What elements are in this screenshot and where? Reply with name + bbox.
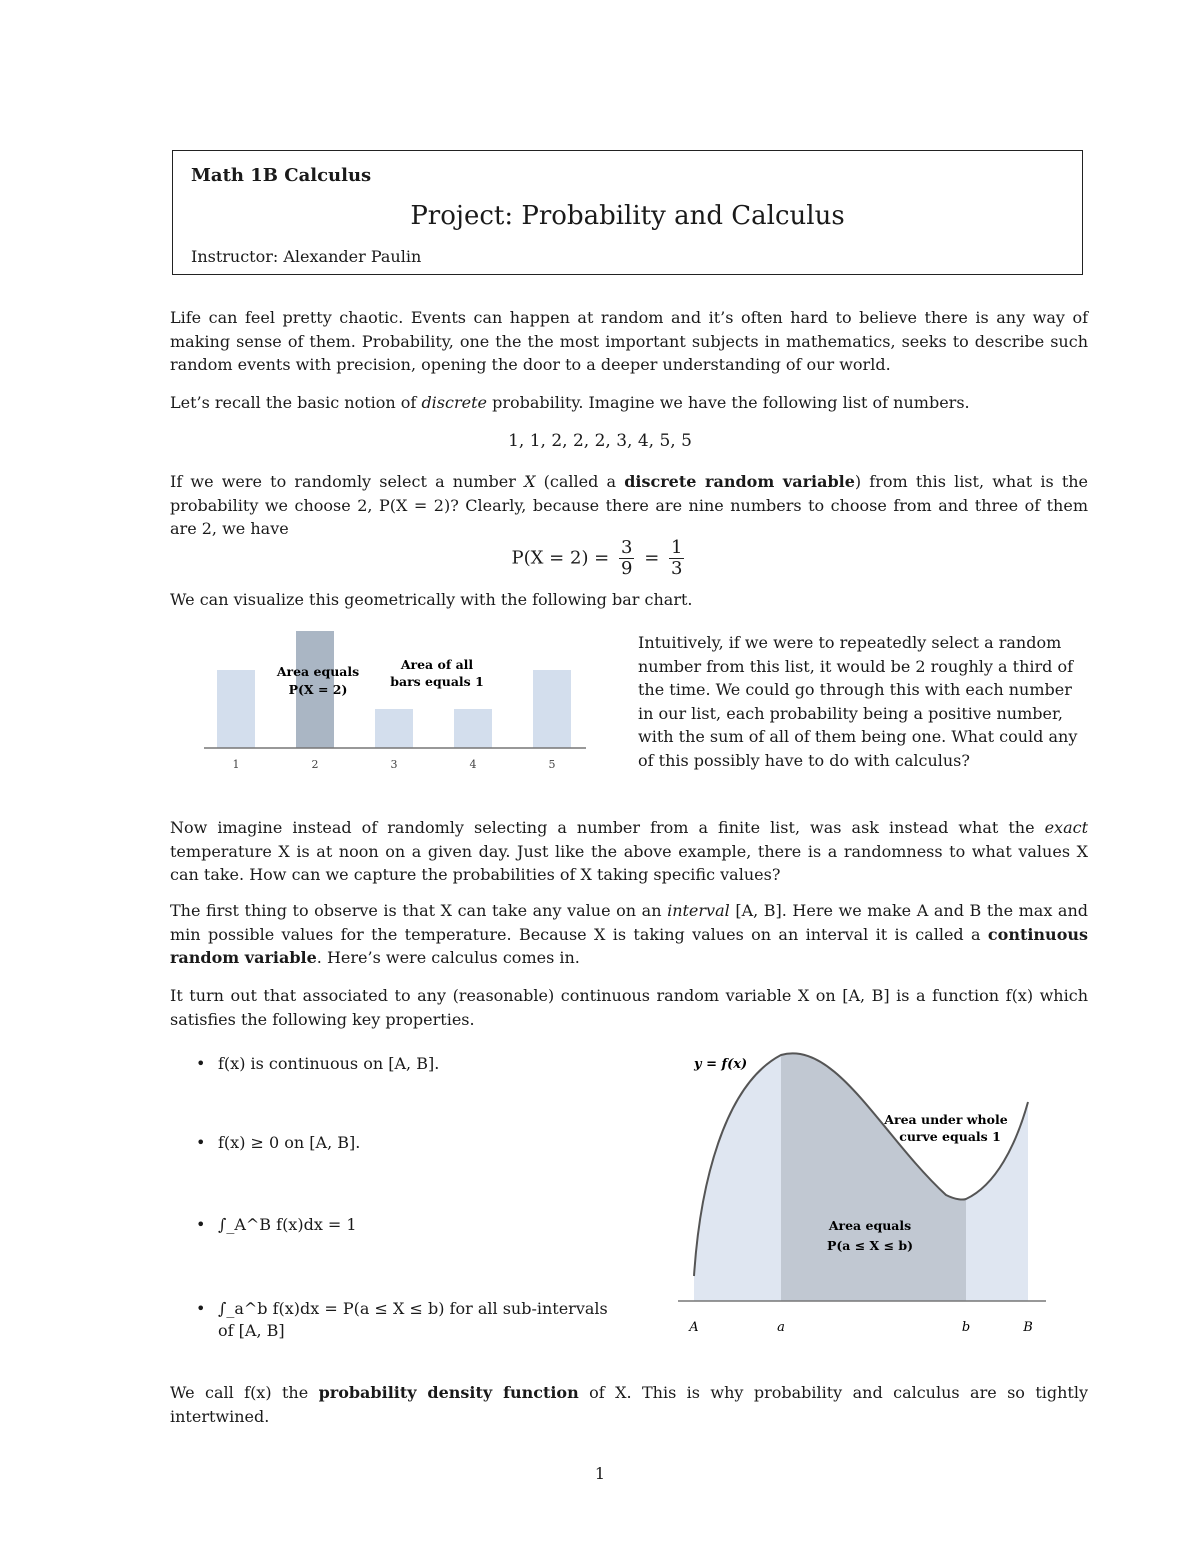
variable-x: X [524,472,536,491]
x-tick-label: a [777,1320,785,1335]
page-number: 1 [594,1464,606,1483]
bullet-icon: • [196,1215,206,1234]
denominator: 3 [671,558,683,579]
discrete-paragraph [170,391,1088,415]
list-item [196,1298,626,1342]
bullet-icon: • [196,1133,206,1152]
whole-area-annotation-line2: curve equals 1 [899,1129,1001,1144]
header-box [172,150,1083,275]
x-tick-label-1: 1 [232,758,240,771]
list-item [196,1053,626,1075]
temperature-paragraph [170,816,1088,887]
text-span: temperature X is at noon on a given day. Just like the above example, there is a randomness to what values X can take. How can we capture the probabilities of X taking specific values? [170,841,1088,884]
text-span: of X. This is why probability and calculus are so tightly intertwined. [170,1383,1089,1426]
interval-paragraph [170,899,1088,970]
x-tick-label: A [689,1320,699,1335]
numerator: 1 [671,537,683,558]
bullet-icon: • [196,1299,206,1318]
bar-annotation-1-line1: Area equals [276,664,360,679]
text-span: . Here’s were calculus comes in. [316,948,580,967]
list-item [196,1214,626,1236]
emphasis-discrete: discrete [421,393,487,412]
bar-3 [375,709,413,748]
emphasis-exact: exact [1044,818,1088,837]
bullet-icon: • [196,1054,206,1073]
bar-4 [454,709,492,748]
visualize-paragraph: We can visualize this geometrically with the following bar chart. [170,590,693,609]
density-chart [676,1045,1056,1345]
term-discrete-random-variable: discrete random variable [624,472,855,491]
emphasis-interval: interval [667,901,730,920]
number-list: 1, 1, 2, 2, 2, 3, 4, 5, 5 [508,431,692,451]
intuition-paragraph: Intuitively, if we were to repeatedly select a random number from this list, it would be 2 roughly a third of the time. We could go through this with each number in our list, each probability being a positive number, with the sum of all of them being one. What could any of this possibly have to do with calculus? [638,633,1078,770]
page-title: Project: Probability and Calculus [410,201,845,231]
x-tick-label-4: 4 [469,758,477,771]
fraction-three-ninths [619,538,634,579]
inner-area [781,1053,966,1301]
bar-annotation-2-line2: bars equals 1 [390,674,484,689]
term-probability-density-function: probability density function [318,1383,579,1402]
sub-area-annotation-line1: Area equals [828,1218,912,1233]
list-item-text: ∫_a^b f(x)dx = P(a ≤ X ≤ b) for all sub-intervals of [A, B] [218,1299,608,1340]
list-item [196,1132,626,1154]
instructor-name: Instructor: Alexander Paulin [191,247,422,266]
random-variable-paragraph [170,470,1088,541]
bar-annotation-2-line1: Area of all [400,657,474,672]
text-span: Now imagine instead of randomly selecting a number from a finite list, was ask instead what the [170,818,1045,837]
text-span: probability. Imagine we have the following list of numbers. [486,393,970,412]
text-span: ) from this list, what is the probability we choose 2, P(X = 2)? Clearly, because there are nine numbers to choose from and three of them are 2, we have [170,472,1089,538]
bar-annotation-1-line2: P(X = 2) [288,682,348,697]
curve-title: y = f(x) [694,1057,748,1072]
equals-sign: = [644,547,660,569]
denominator: 9 [621,558,633,579]
outer-area-left [694,1055,781,1301]
formula-lhs: P(X = 2) = [511,547,610,569]
x-tick-label: b [961,1320,971,1335]
text-span: The first thing to observe is that X can take any value on an [170,901,668,920]
course-name: Math 1B Calculus [191,165,372,186]
list-item-text: f(x) ≥ 0 on [A, B]. [218,1133,361,1152]
x-tick-label: B [1023,1320,1033,1335]
bar-chart [196,625,596,780]
probability-formula [0,538,1200,579]
conclusion-paragraph [170,1381,1088,1428]
numerator: 3 [621,537,633,558]
density-intro-paragraph: It turn out that associated to any (reasonable) continuous random variable X on [A, B] is a function f(x) which satisfies the following key properties. [170,986,1088,1029]
fraction-one-third [669,538,684,579]
x-tick-label-5: 5 [548,758,556,771]
sub-area-annotation-line2: P(a ≤ X ≤ b) [826,1238,914,1253]
text-span: [A, B]. Here we make A and B the max and min possible values for the temperature. Because X is taking values on an interval it is called a [170,901,1088,944]
text-span: If we were to randomly select a number [170,472,525,491]
intro-paragraph: Life can feel pretty chaotic. Events can happen at random and it’s often hard to believe there is any way of making sense of them. Probability, one the the most important subjects in mathematics, seeks to describe such random events with precision, opening the door to a deeper understanding of our world. [170,308,1088,374]
text-span: (called a [535,472,625,491]
x-tick-label-2: 2 [311,758,319,771]
whole-area-annotation-line1: Area under whole [884,1112,1008,1127]
x-tick-label-3: 3 [390,758,398,771]
bar-5 [533,670,571,748]
list-item-text: f(x) is continuous on [A, B]. [218,1054,440,1073]
bar-1 [217,670,255,748]
list-item-text: ∫_A^B f(x)dx = 1 [218,1215,357,1234]
term-continuous-random-variable: continuous random variable [170,924,1088,967]
text-span: Let’s recall the basic notion of [170,393,422,412]
bar-group [217,631,571,748]
x-tick-labels [233,758,556,771]
text-span: We call f(x) the [170,1383,319,1402]
